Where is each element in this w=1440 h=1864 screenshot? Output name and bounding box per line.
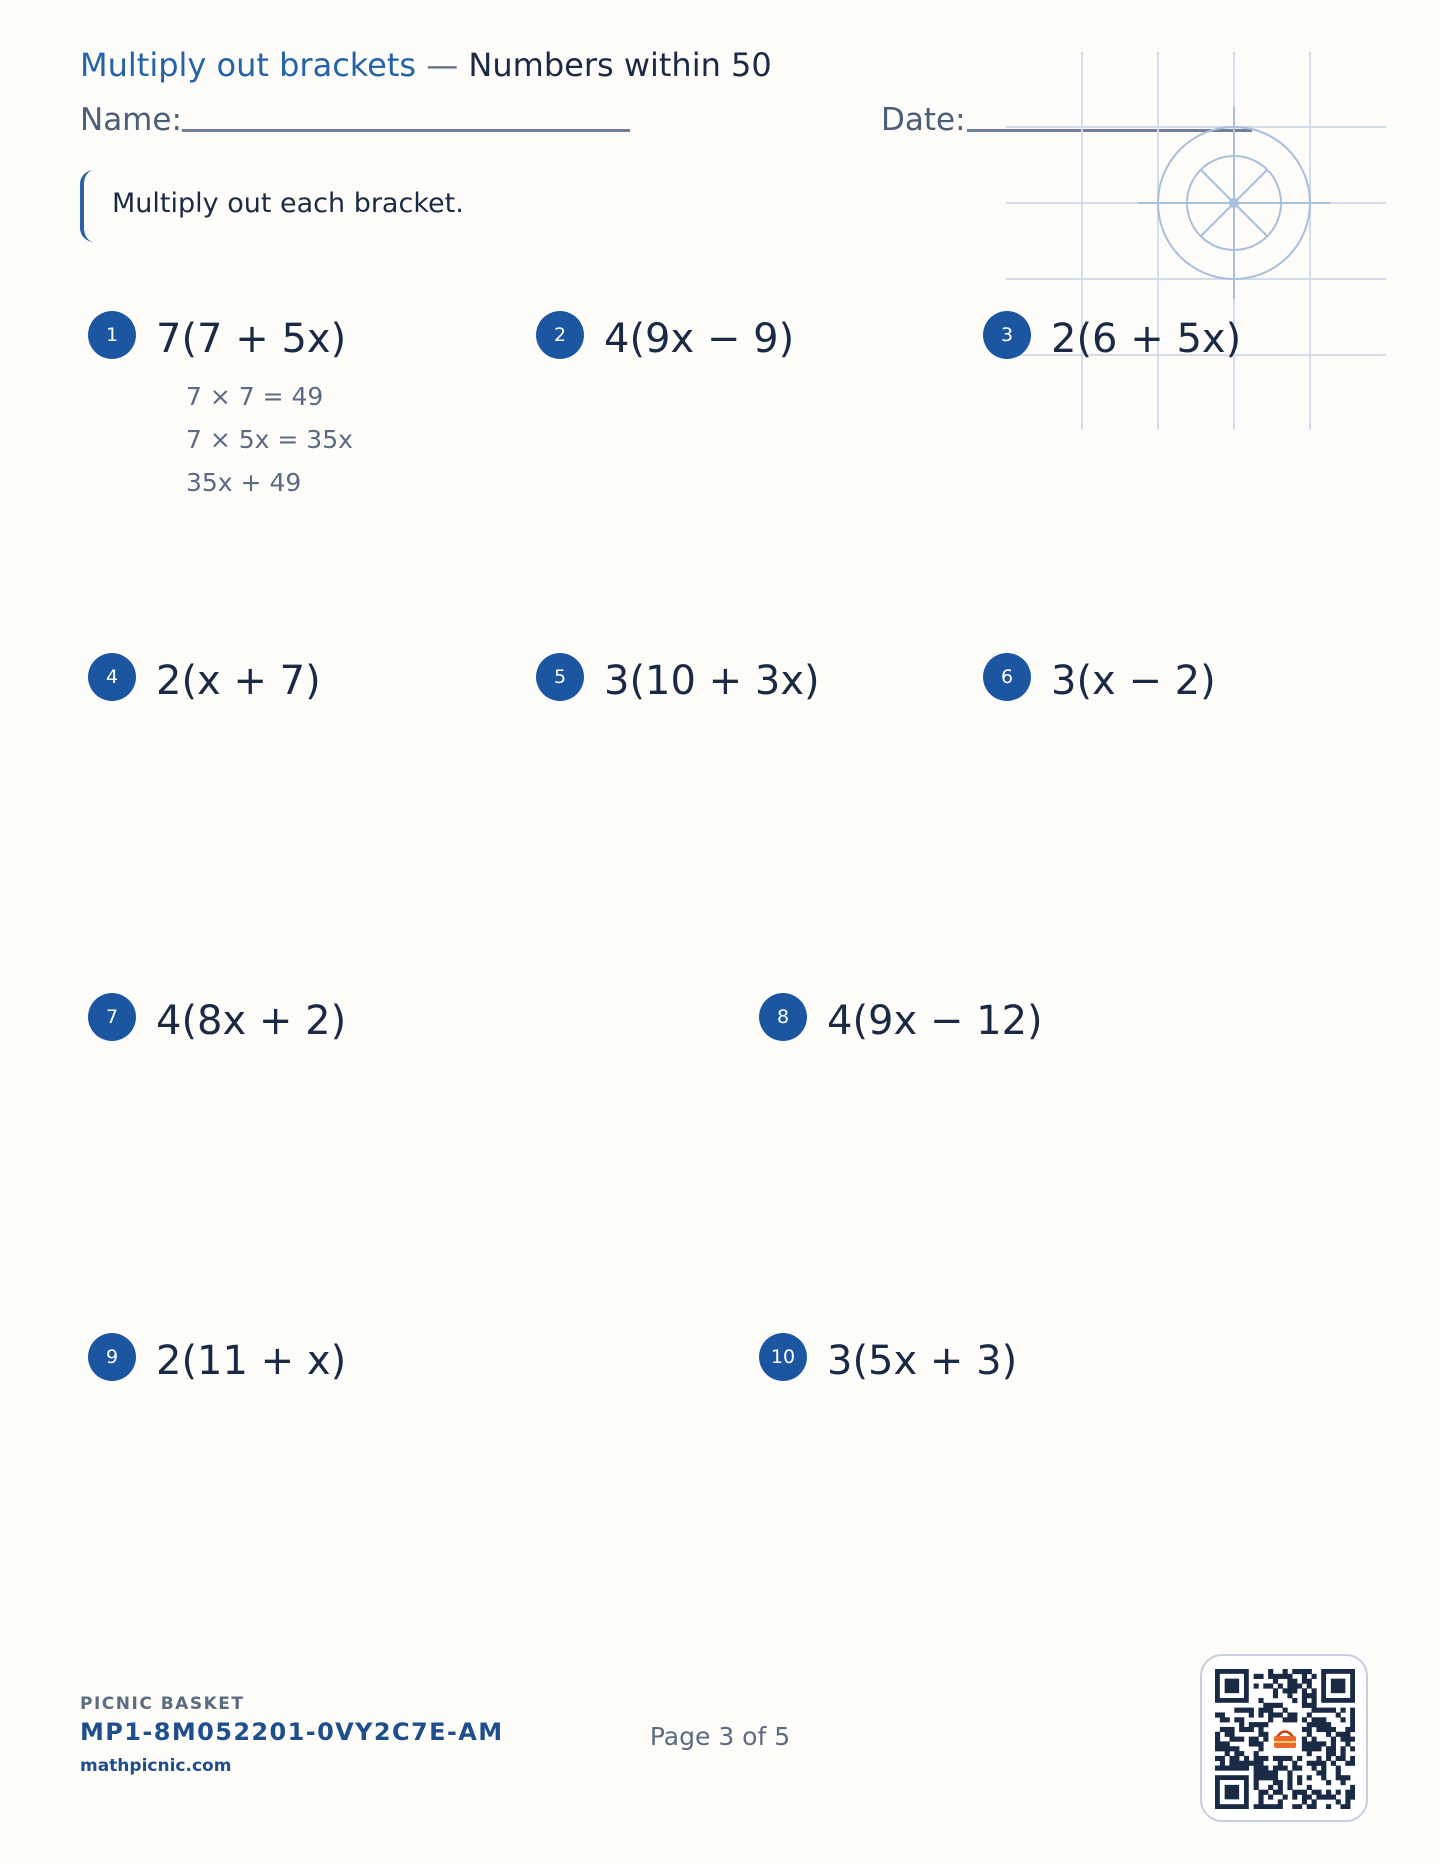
problem-expression: 4(9x − 12)	[827, 998, 1043, 1044]
problem-number-badge: 7	[88, 993, 136, 1041]
problem-expression: 3(5x + 3)	[827, 1338, 1018, 1384]
problem-expression: 4(8x + 2)	[156, 998, 347, 1044]
compass-grid-decoration-icon	[1004, 50, 1390, 436]
worksheet-title	[80, 46, 772, 84]
title-topic: Multiply out brackets	[80, 46, 417, 84]
problem-number-badge: 3	[983, 311, 1031, 359]
problem-expression: 7(7 + 5x)	[156, 316, 347, 362]
page-indicator: Page 3 of 5	[649, 1722, 791, 1751]
worksheet-code: MP1-8M052201-0VY2C7E-AM	[80, 1718, 504, 1746]
problem-number-badge: 5	[536, 653, 584, 701]
qr-code-icon	[1215, 1669, 1355, 1809]
title-subtitle: Numbers within 50	[468, 46, 772, 84]
problem-number-badge: 4	[88, 653, 136, 701]
footer-brand: PICNIC BASKET	[80, 1694, 245, 1714]
problem-expression: 2(6 + 5x)	[1051, 316, 1242, 362]
name-label: Name:	[80, 102, 182, 138]
problem-number-badge: 6	[983, 653, 1031, 701]
problem-number-badge: 9	[88, 1333, 136, 1381]
problem-expression: 4(9x − 9)	[604, 316, 795, 362]
picnic-basket-icon	[1269, 1723, 1301, 1755]
date-label: Date:	[881, 102, 966, 138]
worked-example-step: 35x + 49	[186, 468, 302, 497]
problem-number-badge: 2	[536, 311, 584, 359]
worked-example-step: 7 × 5x = 35x	[186, 425, 353, 454]
instruction-text: Multiply out each bracket.	[112, 188, 464, 219]
problem-expression: 2(11 + x)	[156, 1338, 347, 1384]
footer-link[interactable]: mathpicnic.com	[80, 1756, 232, 1776]
problem-number-badge: 1	[88, 311, 136, 359]
title-separator: —	[416, 46, 469, 84]
name-field-line[interactable]	[182, 129, 630, 132]
problem-number-badge: 8	[759, 993, 807, 1041]
problem-expression: 3(x − 2)	[1051, 658, 1216, 704]
problem-expression: 2(x + 7)	[156, 658, 321, 704]
problem-expression: 3(10 + 3x)	[604, 658, 820, 704]
problem-number-badge: 10	[759, 1333, 807, 1381]
instruction-accent-bar	[80, 170, 94, 242]
worked-example-step: 7 × 7 = 49	[186, 382, 324, 411]
qr-code-frame	[1200, 1654, 1368, 1822]
